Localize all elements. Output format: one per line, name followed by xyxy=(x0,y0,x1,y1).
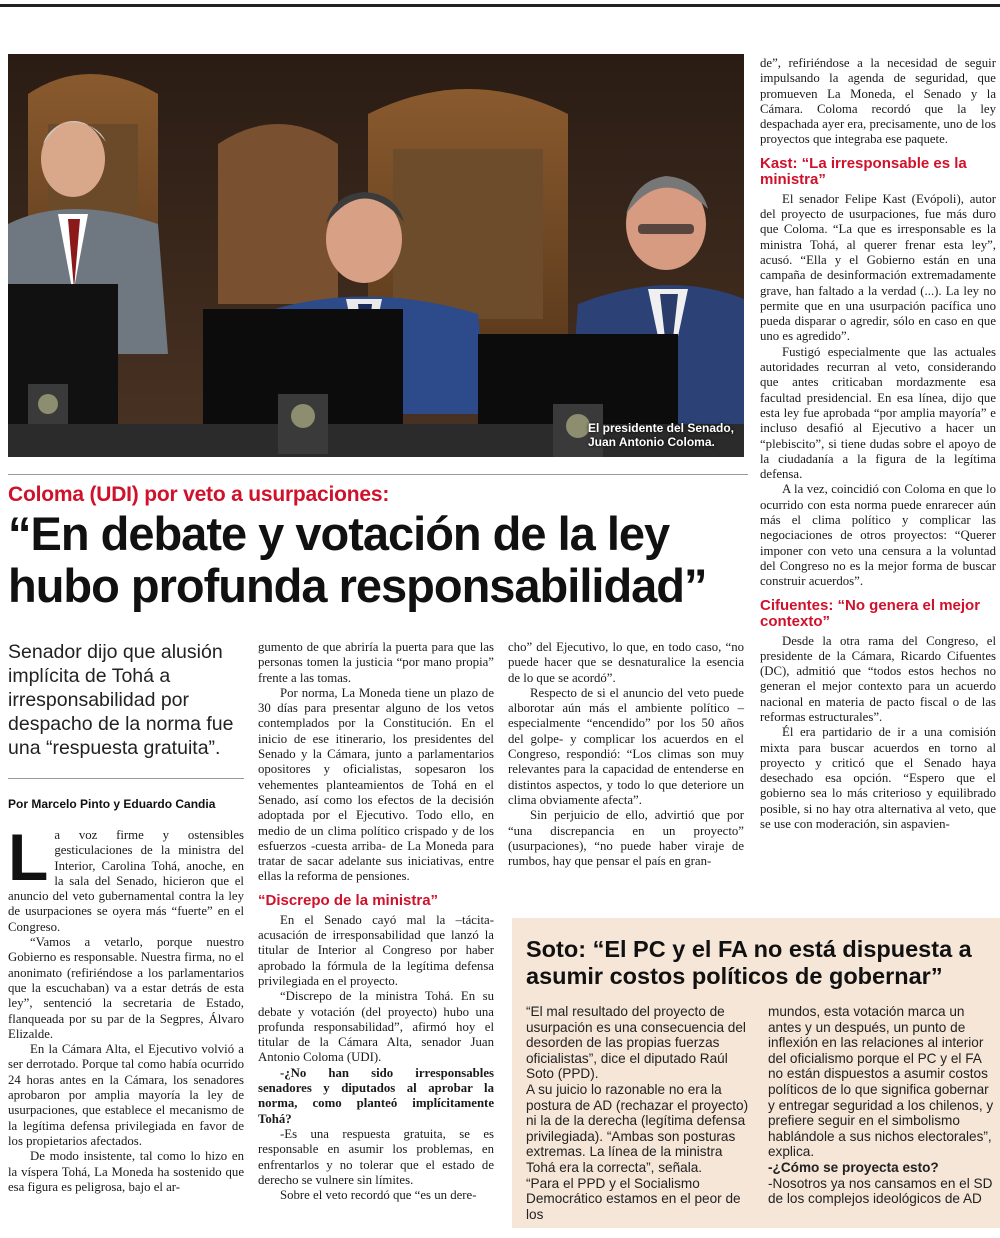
paragraph: -Es una respuesta gratuita, se es responsable en asumir los problemas, en enfrentarlos y no tolerar que el estado de derecho se vulnere sin límites. xyxy=(258,1126,494,1187)
paragraph: “Para el PPD y el Socialismo Democrático estamos en el peor de los xyxy=(526,1175,741,1222)
photo-caption-line1: El presidente del Senado, xyxy=(587,421,734,435)
deck-rule xyxy=(8,778,244,779)
article-deck: Senador dijo que alusión implícita de Tohá a irresponsabilidad por despacho de la norma fue una “respuesta gratuita”. xyxy=(8,641,234,759)
senate-photo xyxy=(8,54,744,457)
paragraph: De modo insistente, tal como lo hizo en la víspera Tohá, La Moneda ha sostenido que esa figura es peligrosa, bajo el ar- xyxy=(8,1149,244,1194)
article-headline xyxy=(8,508,748,612)
paragraph: “Discrepo de la ministra Tohá. En su debate y votación (del proyecto) hubo una profunda responsabilidad”, afirmó hoy el titular de la Cámara Alta, senador Juan Antonio Coloma (UDI). xyxy=(258,989,494,1065)
interview-question: -¿No han sido irresponsables senadores y diputados al aprobar la norma, como planteó implícitamente Tohá? xyxy=(258,1065,494,1126)
dropcap: L xyxy=(8,820,49,894)
sidebar-column-1 xyxy=(526,1004,754,1222)
paragraph: a voz firme y ostensibles gesticulaciones de la ministra del Interior, Carolina Tohá, anoche, en la sala del Senado, hicieron que el anuncio del veto gubernamental contra la ley de usurpaciones se oyera más “fuerte” en el Congreso. xyxy=(8,828,244,934)
paragraph: Él era partidario de ir a una comisión mixta para buscar acuerdos en torno al proyecto y criticó que el Senado haya desechado esa opción. “Espero que el gobierno sea lo más criterioso y equilibrado posible, si no hay otra alternativa al veto, que se use con moderación, sin aspavien- xyxy=(760,725,996,832)
interview-question: -¿Cómo se proyecta esto? xyxy=(768,1159,939,1175)
paragraph: “Vamos a vetarlo, porque nuestro Gobierno es responsable. Nuestra firma, no el anonimato (refiriéndose a los parlamentarios que la escuchaban) va a estar detrás de esta ley”, sentenció la secretaria de Estado, flanqueada por su par de la Segpres, Álvaro Elizalde. xyxy=(8,935,244,1041)
article-column-2 xyxy=(258,640,494,1203)
paragraph: Sobre el veto recordó que “es un dere- xyxy=(280,1188,477,1203)
top-rule xyxy=(0,4,1000,7)
paragraph: “El mal resultado del proyecto de usurpación es una consecuencia del desorden de las propias fuerzas oficialistas”, dice el diputado Raúl Soto (PPD). xyxy=(526,1004,746,1082)
paragraph: -Nosotros ya nos cansamos en el SD de los complejos ideológicos de AD xyxy=(768,1175,993,1207)
article-column-4 xyxy=(760,56,996,832)
subheading-kast: Kast: “La irresponsable es la ministra” xyxy=(760,154,967,188)
headline-line2: hubo profunda responsabilidad” xyxy=(8,559,707,612)
photo-caption-line2: Juan Antonio Coloma. xyxy=(587,435,715,449)
article-kicker: Coloma (UDI) por veto a usurpaciones: xyxy=(8,483,390,506)
sidebar-column-2 xyxy=(768,1004,996,1207)
paragraph: cho” del Ejecutivo, lo que, en todo caso, “no puede hacer que se desnaturalice la esencia de lo que se acordó”. xyxy=(508,640,744,685)
subheading-cifuentes: Cifuentes: “No genera el mejor contexto” xyxy=(760,596,981,630)
paragraph: Respecto de si el anuncio del veto puede alborotar aún más el ambiente político –especialmente “encendido” por los 50 años del golpe- y complicar los acuerdos en el Congreso, respondió: “Los climas son muy relevantes para la capacidad de entenderse en distintos aspectos, y todo lo que deteriore un clima obviamente afecta”. xyxy=(508,685,744,807)
paragraph: de”, refiriéndose a la necesidad de seguir impulsando la agenda de seguridad, que promueven La Moneda, el Senado y la Cámara. Coloma recordó que la ley despachada ayer era, precisamente, uno de los proyectos que integraba ese paquete. xyxy=(760,56,996,147)
sidebar-box xyxy=(512,918,1000,1228)
headline-line1: “En debate y votación de la ley xyxy=(8,507,670,560)
headline-rule xyxy=(8,474,748,475)
paragraph: A la vez, coincidió con Coloma en que lo ocurrido con esta norma puede enrarecer aún más el clima político y complicar las negociaciones de otros proyectos: “Querer imponer con veto una censura a la voluntad del Congreso no es la mejor forma de buscar construir acuerdos”. xyxy=(760,482,996,589)
paragraph: En la Cámara Alta, el Ejecutivo volvió a ser derrotado. Porque tal como había ocurrido 24 horas antes en la Cámara, los senadores aprobaron por amplia mayoría la ley de usurpaciones, que establece el mecanismo de la legítima defensa privilegiada en favor de los propietarios afectados. xyxy=(8,1042,244,1148)
paragraph: gumento de que abriría la puerta para que las personas tomen la justicia “por mano propia” frente a las tomas. xyxy=(258,640,494,685)
paragraph: En el Senado cayó mal la –tácita- acusación de irresponsabilidad que lanzó la titular de Interior al Congreso por haber aprobado la fórmula de la legítima defensa privilegiada en el proyecto. xyxy=(258,912,494,988)
senate-photo-illustration xyxy=(8,54,744,457)
sidebar-title: Soto: “El PC y el FA no está dispuesta a asumir costos políticos de gobernar” xyxy=(526,936,972,989)
paragraph: Fustigó especialmente que las actuales autoridades recurran al veto, considerando que antes criticaban mordazmente esa facultad presidencial. En esa línea, dijo que esta ley fue aprobada “por amplia mayoría” e incluso desafió al Ejecutivo a hacer un “plebiscito”, si tiene dudas sobre el apoyo de la ciudadanía a la figura de la legítima defensa. xyxy=(760,344,996,482)
article-column-1 xyxy=(8,820,244,1195)
paragraph: Por norma, La Moneda tiene un plazo de 30 días para presentar alguno de los vetos contemplados por la Constitución. En el inicio de ese itinerario, los presidentes del Senado y la Cámara, junto a parlamentarios opositores y oficialistas, sopesaron los vehementes planteamientos de Tohá en el Senado, así como los efectos de la decisión adoptada por el Ejecutivo. Todo ello, en medio de un clima político crispado y de los esfuerzos -cuesta arriba- de La Moneda para tratar de sacar adelante sus iniciativas, entre ellas la reforma de pensiones. xyxy=(258,685,494,884)
paragraph: El senador Felipe Kast (Evópoli), autor del proyecto de usurpaciones, fue más duro que Coloma. “La que es irresponsable es la ministra Tohá, al querer frenar esta ley”, acusó. “Ella y el Gobierno están en una campaña de desinformación extremadamente grave, han faltado a la verdad (...). La ley no permite que en una usurpación pacífica uno pueda disparar o agredir, sólo en caso en que uno es agredido”. xyxy=(760,191,996,344)
article-column-3 xyxy=(508,640,744,869)
article-byline: Por Marcelo Pinto y Eduardo Candia xyxy=(8,797,216,811)
paragraph: mundos, esta votación marca un antes y un después, un punto de inflexión en las relaciones al interior del oficialismo porque el PC y el FA no están dispuestos a asumir costos políticos de lo que significa gobernar y entregar seguridad a los chilenos, y prefiere seguir en el simbolismo hablándole a sus nichos electorales”, explica. xyxy=(768,1004,994,1160)
paragraph: A su juicio lo razonable no era la postura de AD (rechazar el proyecto) ni la de la derecha (legítima defensa privilegiada). “Ambas son posturas extremas. La línea de la ministra Tohá era la correcta”, señala. xyxy=(526,1081,749,1175)
subheading-discrepo: “Discrepo de la ministra” xyxy=(258,891,439,909)
paragraph: Desde la otra rama del Congreso, el presidente de la Cámara, Ricardo Cifuentes (DC), admitió que “todos estos hechos no generan el mejor contexto para un acuerdo nacional en materia de pacto fiscal o de las reformas estructurales”. xyxy=(760,633,996,724)
photo-caption xyxy=(588,421,734,449)
paragraph: Sin perjuicio de ello, advirtió que por “una discrepancia en un proyecto” (usurpaciones), “no puede haber viraje de rumbos, hay que pensar el país en gran- xyxy=(508,808,744,869)
